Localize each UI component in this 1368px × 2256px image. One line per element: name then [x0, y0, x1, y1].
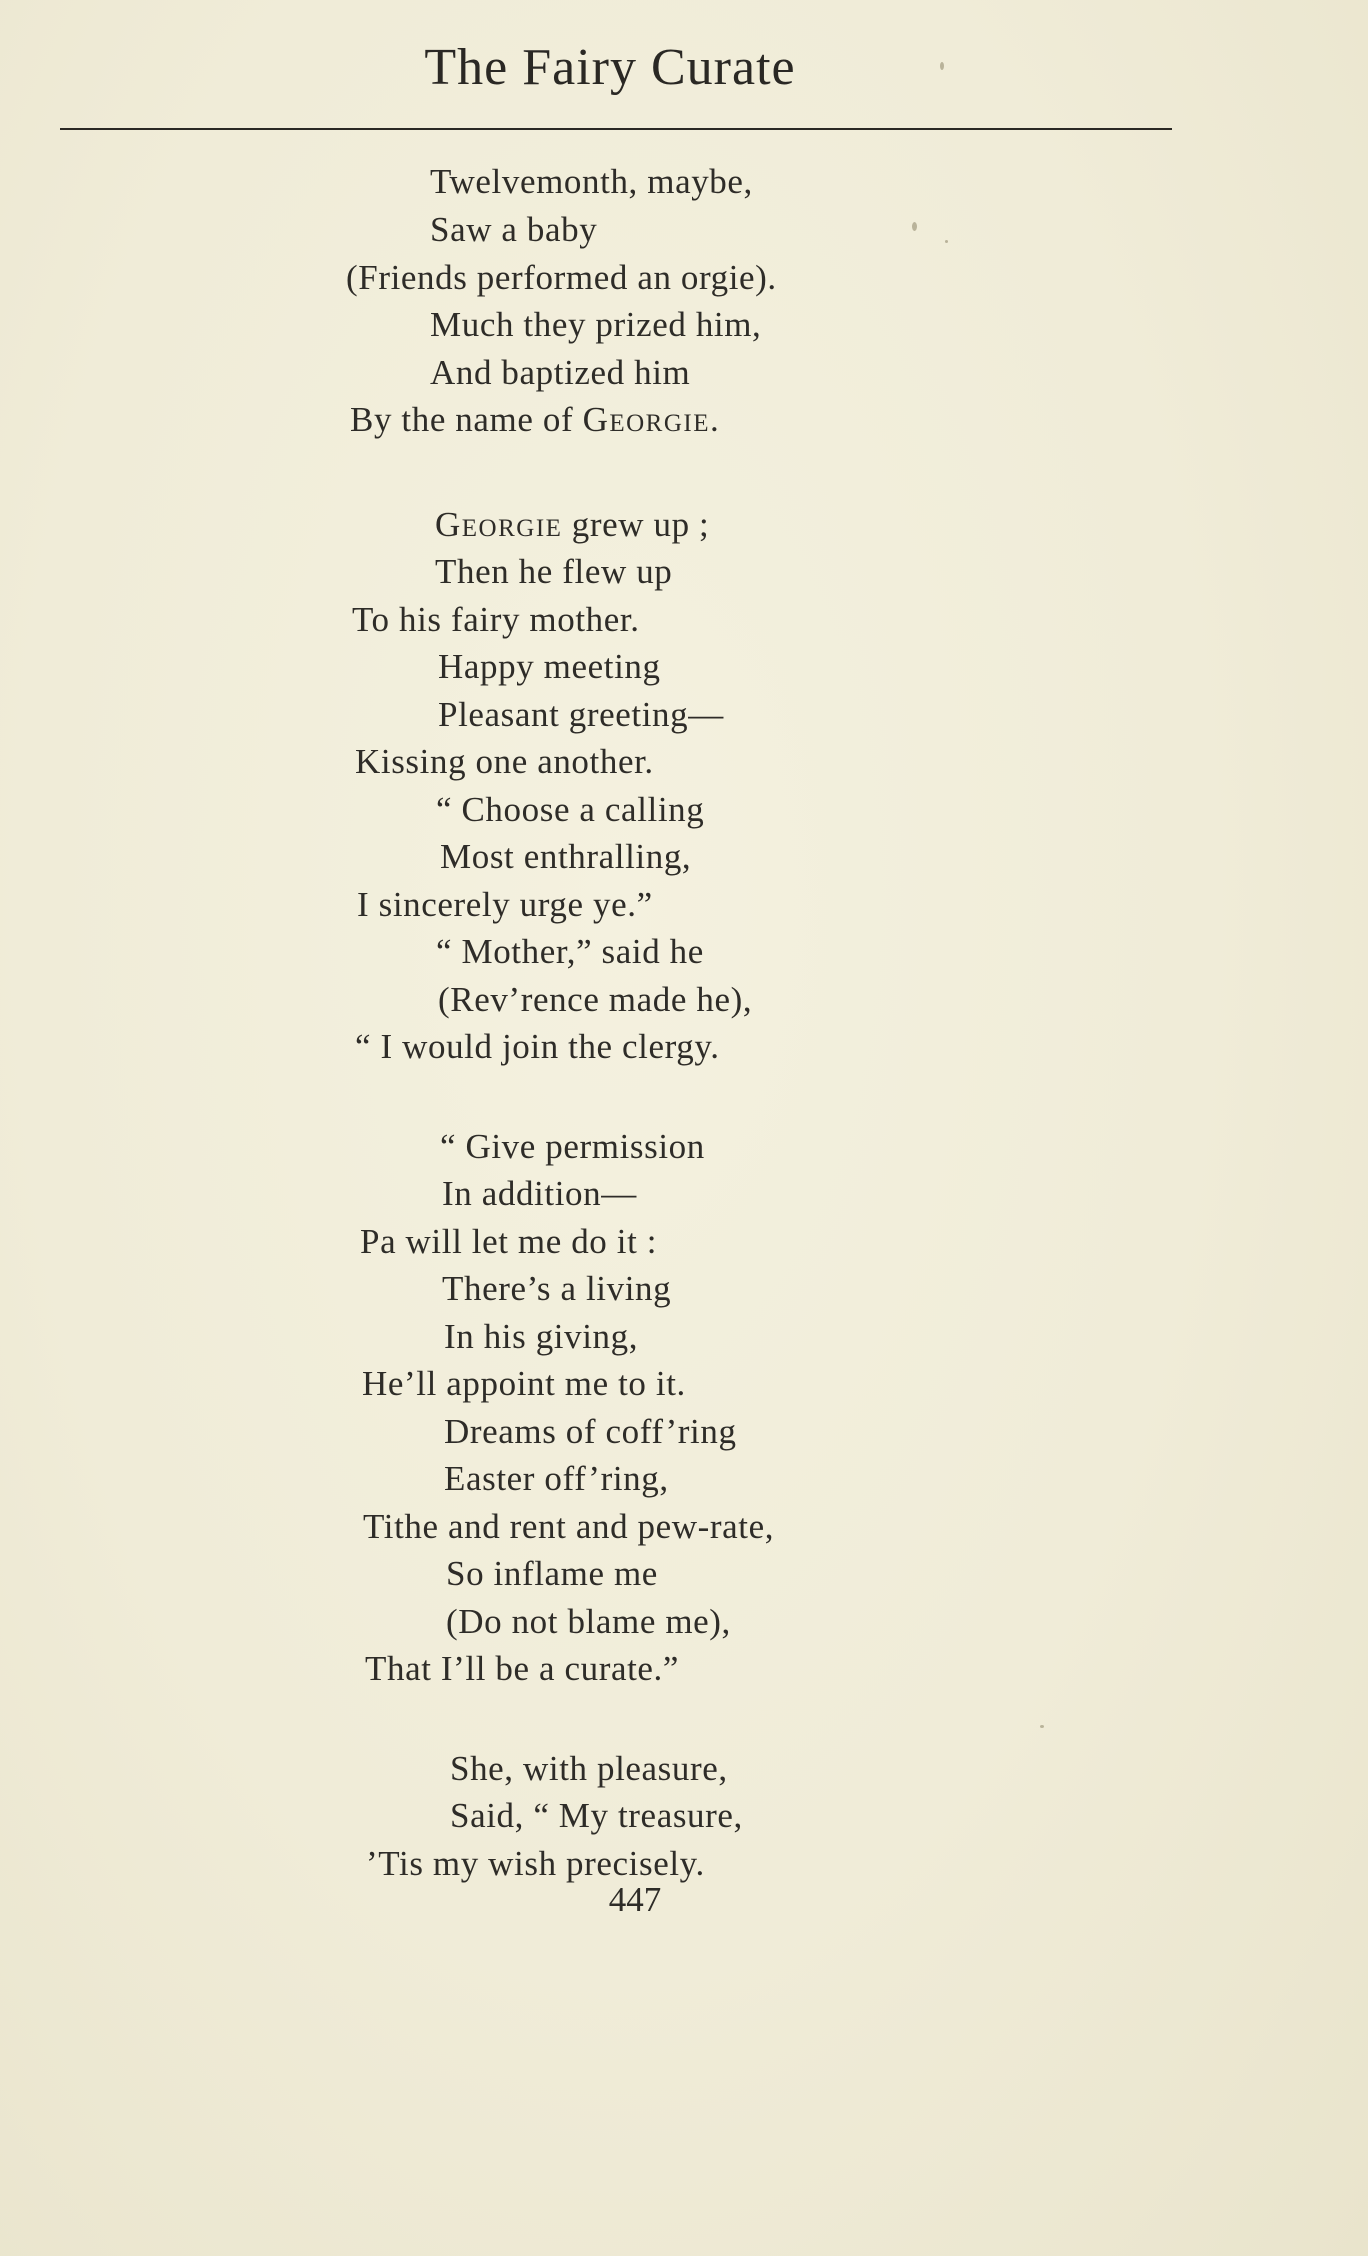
poem-line: “ I would join the clergy. [355, 1027, 720, 1066]
poem-line: That I’ll be a curate.” [365, 1649, 680, 1688]
poem-line: She, with pleasure, [450, 1749, 728, 1788]
poem-line: Happy meeting [438, 647, 661, 686]
header-rule [60, 128, 1172, 130]
poem-line: Dreams of coff’ring [444, 1412, 737, 1451]
poem-line: He’ll appoint me to it. [362, 1364, 686, 1403]
paper-speck [1040, 1725, 1044, 1728]
poem-line: Said, “ My treasure, [450, 1796, 743, 1835]
poem-line: (Friends performed an orgie). [346, 258, 777, 297]
poem-line: (Do not blame me), [446, 1602, 731, 1641]
poem-line: And baptized him [430, 353, 691, 392]
poem-line: ’Tis my wish precisely. [366, 1844, 705, 1883]
paper-speck [912, 222, 917, 231]
poem-line: Then he flew up [435, 552, 673, 591]
poem-line: “ Choose a calling [436, 790, 705, 829]
poem-line: In addition— [442, 1174, 637, 1213]
poem-line: In his giving, [444, 1317, 639, 1356]
poem-line: Twelvemonth, maybe, [430, 162, 753, 201]
name-georgie: Georgie. [582, 400, 721, 439]
poem-line: I sincerely urge ye.” [357, 885, 653, 924]
poem-line: “ Mother,” said he [436, 932, 704, 971]
poem-line: Pa will let me do it : [360, 1222, 658, 1261]
poem-line: Saw a baby [430, 210, 598, 249]
poem-line [350, 400, 720, 440]
poem-line: To his fairy mother. [352, 600, 640, 639]
running-head-title: The Fairy Curate [424, 39, 796, 96]
page-number: 447 [608, 1880, 662, 1919]
name-georgie: Georgie [435, 505, 563, 544]
poem-line [435, 505, 709, 545]
poem-line-text: grew up ; [562, 505, 710, 544]
paper-speck [940, 62, 944, 70]
poem-line: Easter off’ring, [444, 1459, 669, 1498]
poem-line: So inflame me [446, 1554, 658, 1593]
poem-line: Most enthralling, [440, 837, 692, 876]
poem-line-text: By the name of [350, 400, 583, 439]
poem-line: Kissing one another. [355, 742, 654, 781]
poem-line: Much they prized him, [430, 305, 762, 344]
poem-line: Pleasant greeting— [438, 695, 724, 734]
poem-line: “ Give permission [440, 1127, 705, 1166]
poem-line: (Rev’rence made he), [438, 980, 753, 1019]
poem-line: There’s a living [442, 1269, 672, 1308]
paper-speck [945, 240, 948, 243]
poem-line: Tithe and rent and pew-rate, [363, 1507, 775, 1546]
